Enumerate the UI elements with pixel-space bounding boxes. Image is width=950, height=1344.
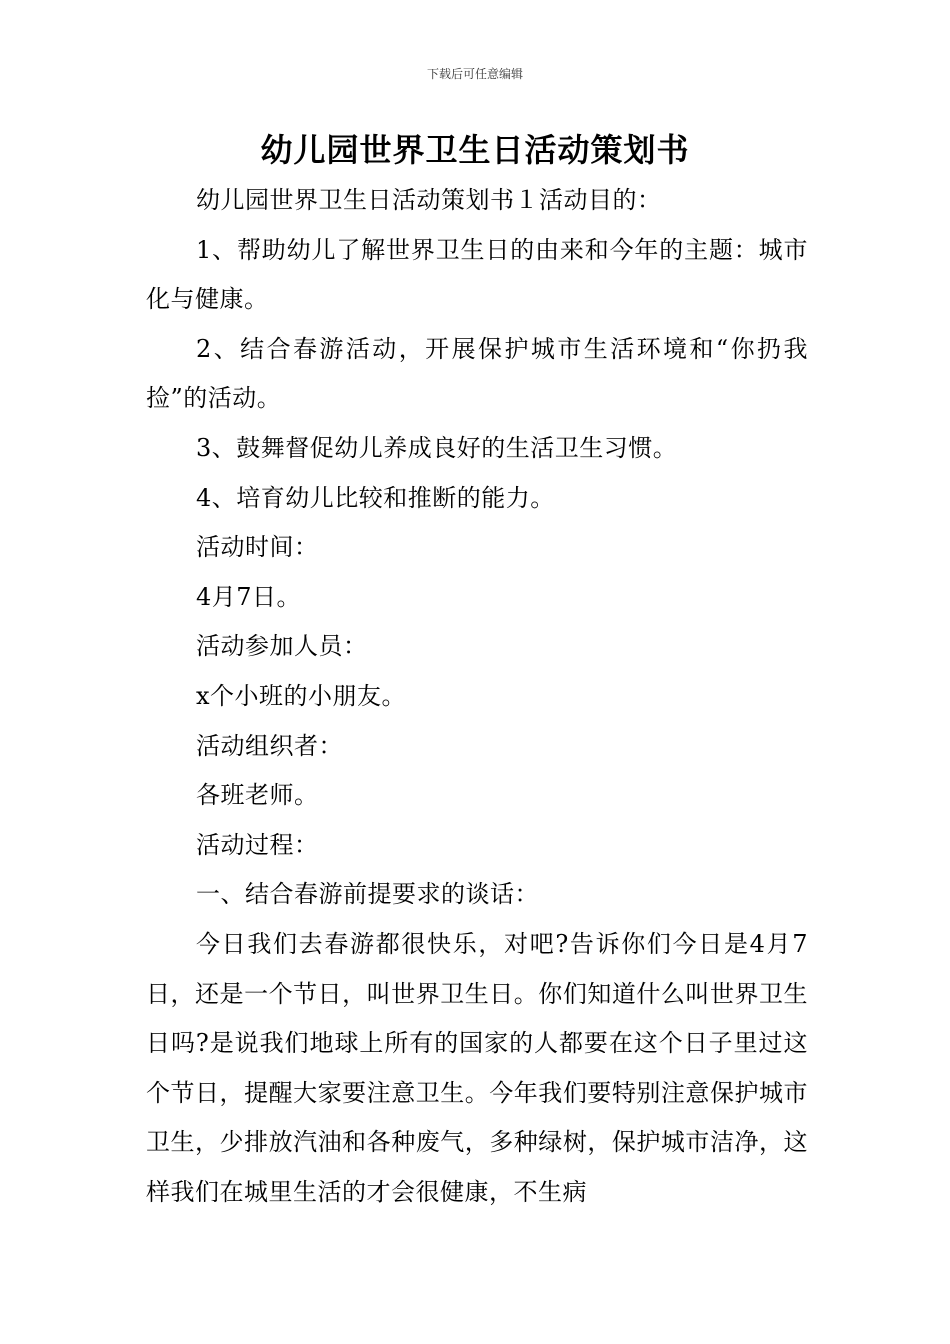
header-note: 下载后可任意编辑 bbox=[426, 67, 523, 81]
paragraph: 2、结合春游活动，开展保护城市生活环境和“你扔我捡”的活动。 bbox=[146, 334, 808, 413]
paragraph: 今日我们去春游都很快乐，对吧?告诉你们今日是4月7日，还是一个节日，叫世界卫生日。你们知道什么叫世界卫生日吗?是说我们地球上所有的国家的人都要在这个日子里过这个节日，提醒大家要注意卫生。今年我们要特别注意保护城市卫生，少排放汽油和各种废气，多种绿树，保护城市洁净，这样我们在城里生活的才会很健康，不生病 bbox=[146, 929, 808, 1206]
paragraph: 活动组织者： bbox=[196, 731, 343, 760]
document-body bbox=[146, 176, 808, 1217]
paragraph: 活动参加人员： bbox=[196, 632, 368, 661]
paragraph: 一、结合春游前提要求的谈话： bbox=[196, 880, 539, 909]
paragraph: 活动时间： bbox=[196, 533, 319, 562]
paragraph: 4月7日。 bbox=[196, 582, 302, 611]
paragraph: x个小班的小朋友。 bbox=[196, 681, 407, 710]
paragraph: 4、培育幼儿比较和推断的能力。 bbox=[196, 483, 555, 512]
document-title: 幼儿园世界卫生日活动策划书 bbox=[260, 131, 690, 169]
paragraph: 幼儿园世界卫生日活动策划书１活动目的： bbox=[196, 186, 662, 214]
paragraph: 3、鼓舞督促幼儿养成良好的生活卫生习惯。 bbox=[196, 433, 678, 462]
paragraph: 1、帮助幼儿了解世界卫生日的由来和今年的主题：城市化与健康。 bbox=[146, 235, 808, 314]
paragraph: 各班老师。 bbox=[196, 781, 319, 810]
paragraph: 活动过程： bbox=[196, 830, 319, 859]
